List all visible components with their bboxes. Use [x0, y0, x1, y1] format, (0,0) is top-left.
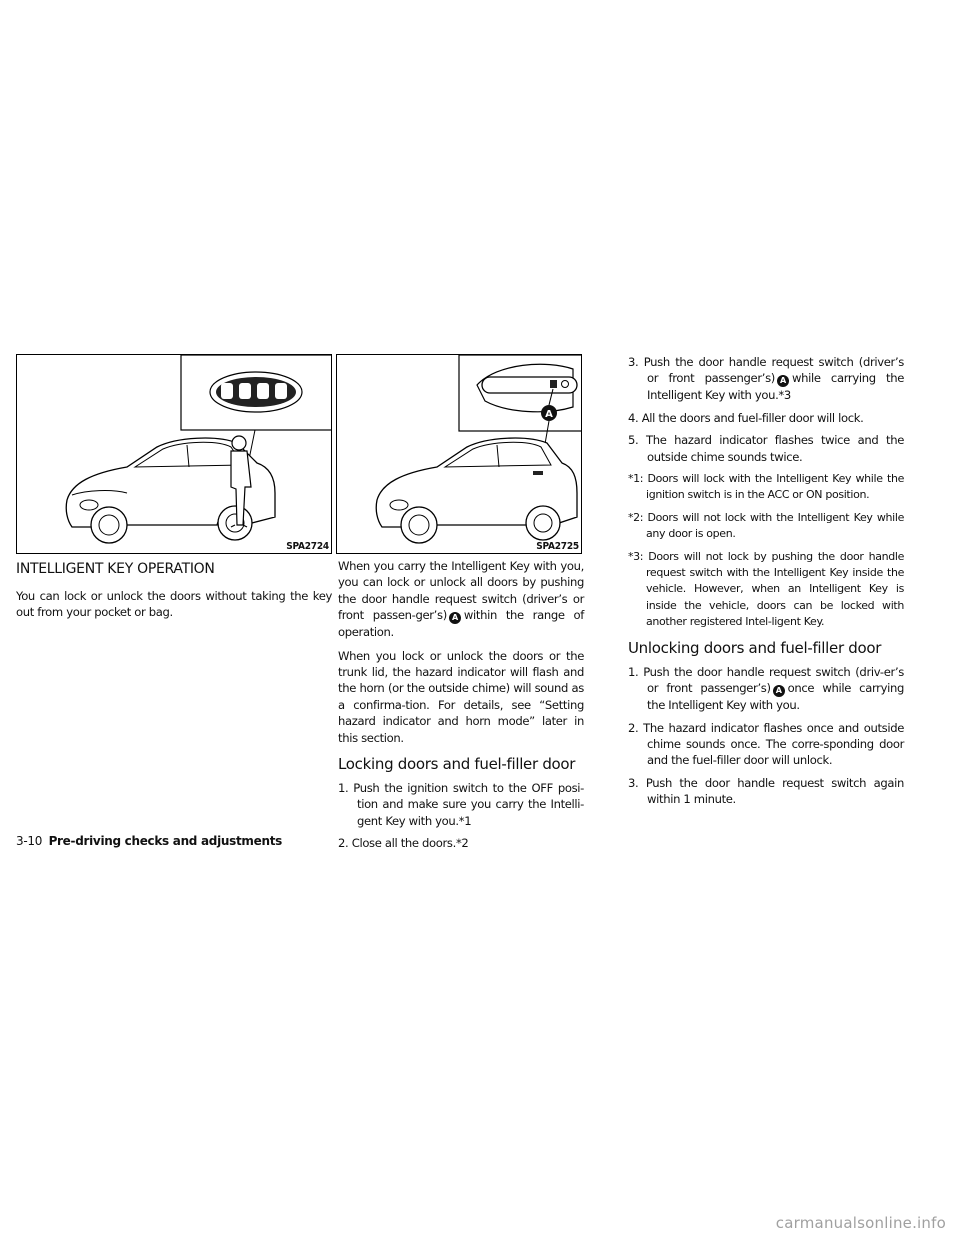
section-heading: INTELLIGENT KEY OPERATION: [16, 561, 215, 577]
list-item: 1. Push the ignition switch to the OFF posi-tion and make sure you carry the Intelli-gent Key with you.*1: [338, 781, 584, 828]
paragraph-confirmation: When you lock or unlock the doors or the trunk lid, the hazard indicator will flash and the horn (or the outside chime) will sound as a confirma-tion. For details, see “Setting hazard indicator and horn mode” later in this section.: [338, 648, 584, 745]
callout-a-marker: A: [545, 409, 553, 420]
list-item: 2. The hazard indicator flashes once and outside chime sounds once. The corre-sponding door and the fuel-filler door will unlock.: [628, 720, 904, 768]
subheading-locking: Locking doors and fuel-filler door: [338, 755, 576, 774]
car-person-illustration: [17, 355, 332, 554]
list-item: 4. All the doors and fuel-filler door will lock.: [628, 410, 864, 425]
callout-a-icon: A: [449, 612, 461, 624]
figure-label: SPA2725: [536, 541, 579, 552]
subheading-unlocking: Unlocking doors and fuel-filler door: [628, 638, 882, 657]
list-item: 3. Push the door handle request switch (driver’s or front passenger’s) A while carrying the Intelligent Key with you.*3: [628, 355, 904, 403]
page-number: 3-10: [16, 834, 43, 848]
callout-a-icon: A: [773, 685, 785, 697]
figure-car-with-person: [16, 354, 332, 554]
list-item: 3. Push the door handle request switch again within 1 minute.: [628, 775, 904, 807]
list-item: 2. Close all the doors.*2: [338, 836, 469, 851]
column-2: [338, 558, 584, 858]
section-title: Pre-driving checks and adjustments: [48, 834, 282, 848]
paragraph-intelligent-key: When you carry the Intelligent Key with you, you can lock or unlock all doors by pushing the door handle request switch (driver’s or front passen-ger’s) A within the range of operation.: [338, 559, 584, 640]
list-item: 1. Push the door handle request switch (driv-er’s or front passenger’s) A once while carrying the Intelligent Key with you.: [628, 664, 904, 713]
callout-a-icon: A: [777, 375, 789, 387]
intro-paragraph: You can lock or unlock the doors without taking the key out from your pocket or bag.: [16, 589, 332, 620]
page-footer: [16, 834, 282, 848]
figure-door-handle: [336, 354, 582, 554]
footnote: *3: Doors will not lock by pushing the door handle request switch with the Intelligent Key inside the vehicle. However, when an Intelligent Key is inside the vehicle, doors can be locked with another registered Intel-ligent Key.: [628, 549, 904, 629]
door-handle-illustration: [337, 355, 582, 554]
figure-label: SPA2724: [286, 541, 329, 552]
watermark: carmanualsonline.info: [775, 1214, 946, 1232]
column-1: [16, 560, 332, 621]
list-item: 5. The hazard indicator flashes twice and the outside chime sounds twice.: [628, 433, 904, 464]
column-3: [628, 354, 904, 814]
footnote: *1: Doors will lock with the Intelligent Key while the ignition switch is in the ACC or ON position.: [628, 472, 904, 502]
footnote: *2: Doors will not lock with the Intelligent Key while any door is open.: [628, 510, 904, 541]
